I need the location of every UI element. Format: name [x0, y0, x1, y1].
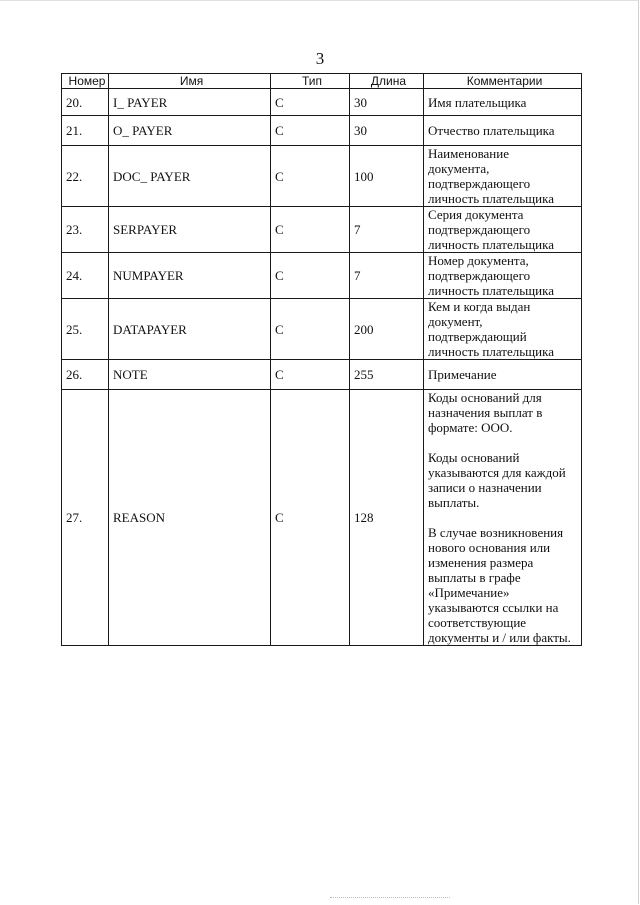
cell-type: C — [271, 207, 350, 253]
cell-number: 27. — [62, 390, 109, 646]
comment-line: выплаты в графе — [428, 570, 521, 585]
comment-line: Серия документа — [428, 207, 524, 222]
comment-line: документы и / или факты. — [428, 630, 571, 645]
comment-line: личность плательщика — [428, 283, 554, 298]
comment-line: Коды оснований для — [428, 390, 542, 405]
comment-line: Отчество плательщика — [428, 123, 555, 138]
cell-length: 100 — [350, 146, 424, 207]
cell-name: NOTE — [109, 360, 271, 390]
header-length: Длина — [350, 74, 424, 89]
cell-name: REASON — [109, 390, 271, 646]
cell-type: C — [271, 253, 350, 299]
table-row — [62, 89, 582, 116]
comment-line: подтверждающего — [428, 268, 531, 283]
cell-length: 7 — [350, 207, 424, 253]
comment-line: Коды оснований — [428, 450, 520, 465]
comment-line: нового основания или — [428, 540, 551, 555]
comment-line: указываются ссылки на — [428, 600, 559, 615]
cell-comment — [424, 146, 582, 207]
cell-comment — [424, 390, 582, 646]
header-comments: Комментарии — [424, 74, 582, 89]
cell-comment — [424, 360, 582, 390]
comment-line: записи о назначении — [428, 480, 542, 495]
cell-comment — [424, 116, 582, 146]
comment-line: личность плательщика — [428, 191, 554, 206]
cell-number: 24. — [62, 253, 109, 299]
comment-line: «Примечание» — [428, 585, 510, 600]
comment-line: соответствующие — [428, 615, 527, 630]
comment-line: Примечание — [428, 367, 497, 382]
header-name: Имя — [109, 74, 271, 89]
cell-length: 30 — [350, 116, 424, 146]
cell-name: O_ PAYER — [109, 116, 271, 146]
comment-line: подтверждающего — [428, 222, 531, 237]
cell-type: C — [271, 390, 350, 646]
cell-type: C — [271, 360, 350, 390]
header-type: Тип — [271, 74, 350, 89]
comment-line: подтверждающего — [428, 176, 531, 191]
cell-comment — [424, 299, 582, 360]
table-row — [62, 360, 582, 390]
cell-length: 200 — [350, 299, 424, 360]
table-row — [62, 207, 582, 253]
page-number: 3 — [315, 49, 325, 68]
comment-spacer — [428, 510, 581, 525]
cell-name: SERPAYER — [109, 207, 271, 253]
cell-type: C — [271, 146, 350, 207]
cell-length: 128 — [350, 390, 424, 646]
table-row — [62, 253, 582, 299]
cell-number: 21. — [62, 116, 109, 146]
cell-name: I_ PAYER — [109, 89, 271, 116]
comment-line: назначения выплат в — [428, 405, 543, 420]
table-row — [62, 299, 582, 360]
cell-number: 23. — [62, 207, 109, 253]
fields-table — [61, 73, 582, 646]
scan-artifact — [330, 897, 450, 901]
comment-line: Имя плательщика — [428, 94, 527, 110]
cell-number: 26. — [62, 360, 109, 390]
comment-spacer — [428, 435, 581, 450]
cell-number: 20. — [62, 89, 109, 116]
comment-line: выплаты. — [428, 495, 480, 510]
comment-line: формате: ООО. — [428, 420, 513, 435]
header-number: Номер — [62, 74, 109, 89]
table-body — [62, 89, 582, 646]
table-row — [62, 146, 582, 207]
cell-comment — [424, 207, 582, 253]
comment-line: изменения размера — [428, 555, 534, 570]
cell-number: 25. — [62, 299, 109, 360]
comment-line: документа, — [428, 161, 490, 176]
cell-number: 22. — [62, 146, 109, 207]
comment-line: Наименование — [428, 146, 509, 161]
cell-name: DOC_ PAYER — [109, 146, 271, 207]
table-row — [62, 116, 582, 146]
comment-line: личность плательщика — [428, 237, 554, 252]
table-row — [62, 390, 582, 646]
cell-type: C — [271, 116, 350, 146]
comment-line: подтверждающий — [428, 329, 527, 344]
cell-length: 255 — [350, 360, 424, 390]
comment-line: Кем и когда выдан — [428, 299, 531, 314]
cell-name: NUMPAYER — [109, 253, 271, 299]
cell-comment — [424, 89, 582, 116]
cell-name: DATAPAYER — [109, 299, 271, 360]
cell-length: 30 — [350, 89, 424, 116]
cell-comment — [424, 253, 582, 299]
cell-type: C — [271, 89, 350, 116]
comment-line: документ, — [428, 314, 483, 329]
comment-line: В случае возникновения — [428, 525, 564, 540]
comment-line: указываются для каждой — [428, 465, 566, 480]
table-header-row — [62, 74, 582, 89]
comment-line: личность плательщика — [428, 344, 554, 359]
comment-line: Номер документа, — [428, 253, 529, 268]
cell-length: 7 — [350, 253, 424, 299]
cell-type: C — [271, 299, 350, 360]
